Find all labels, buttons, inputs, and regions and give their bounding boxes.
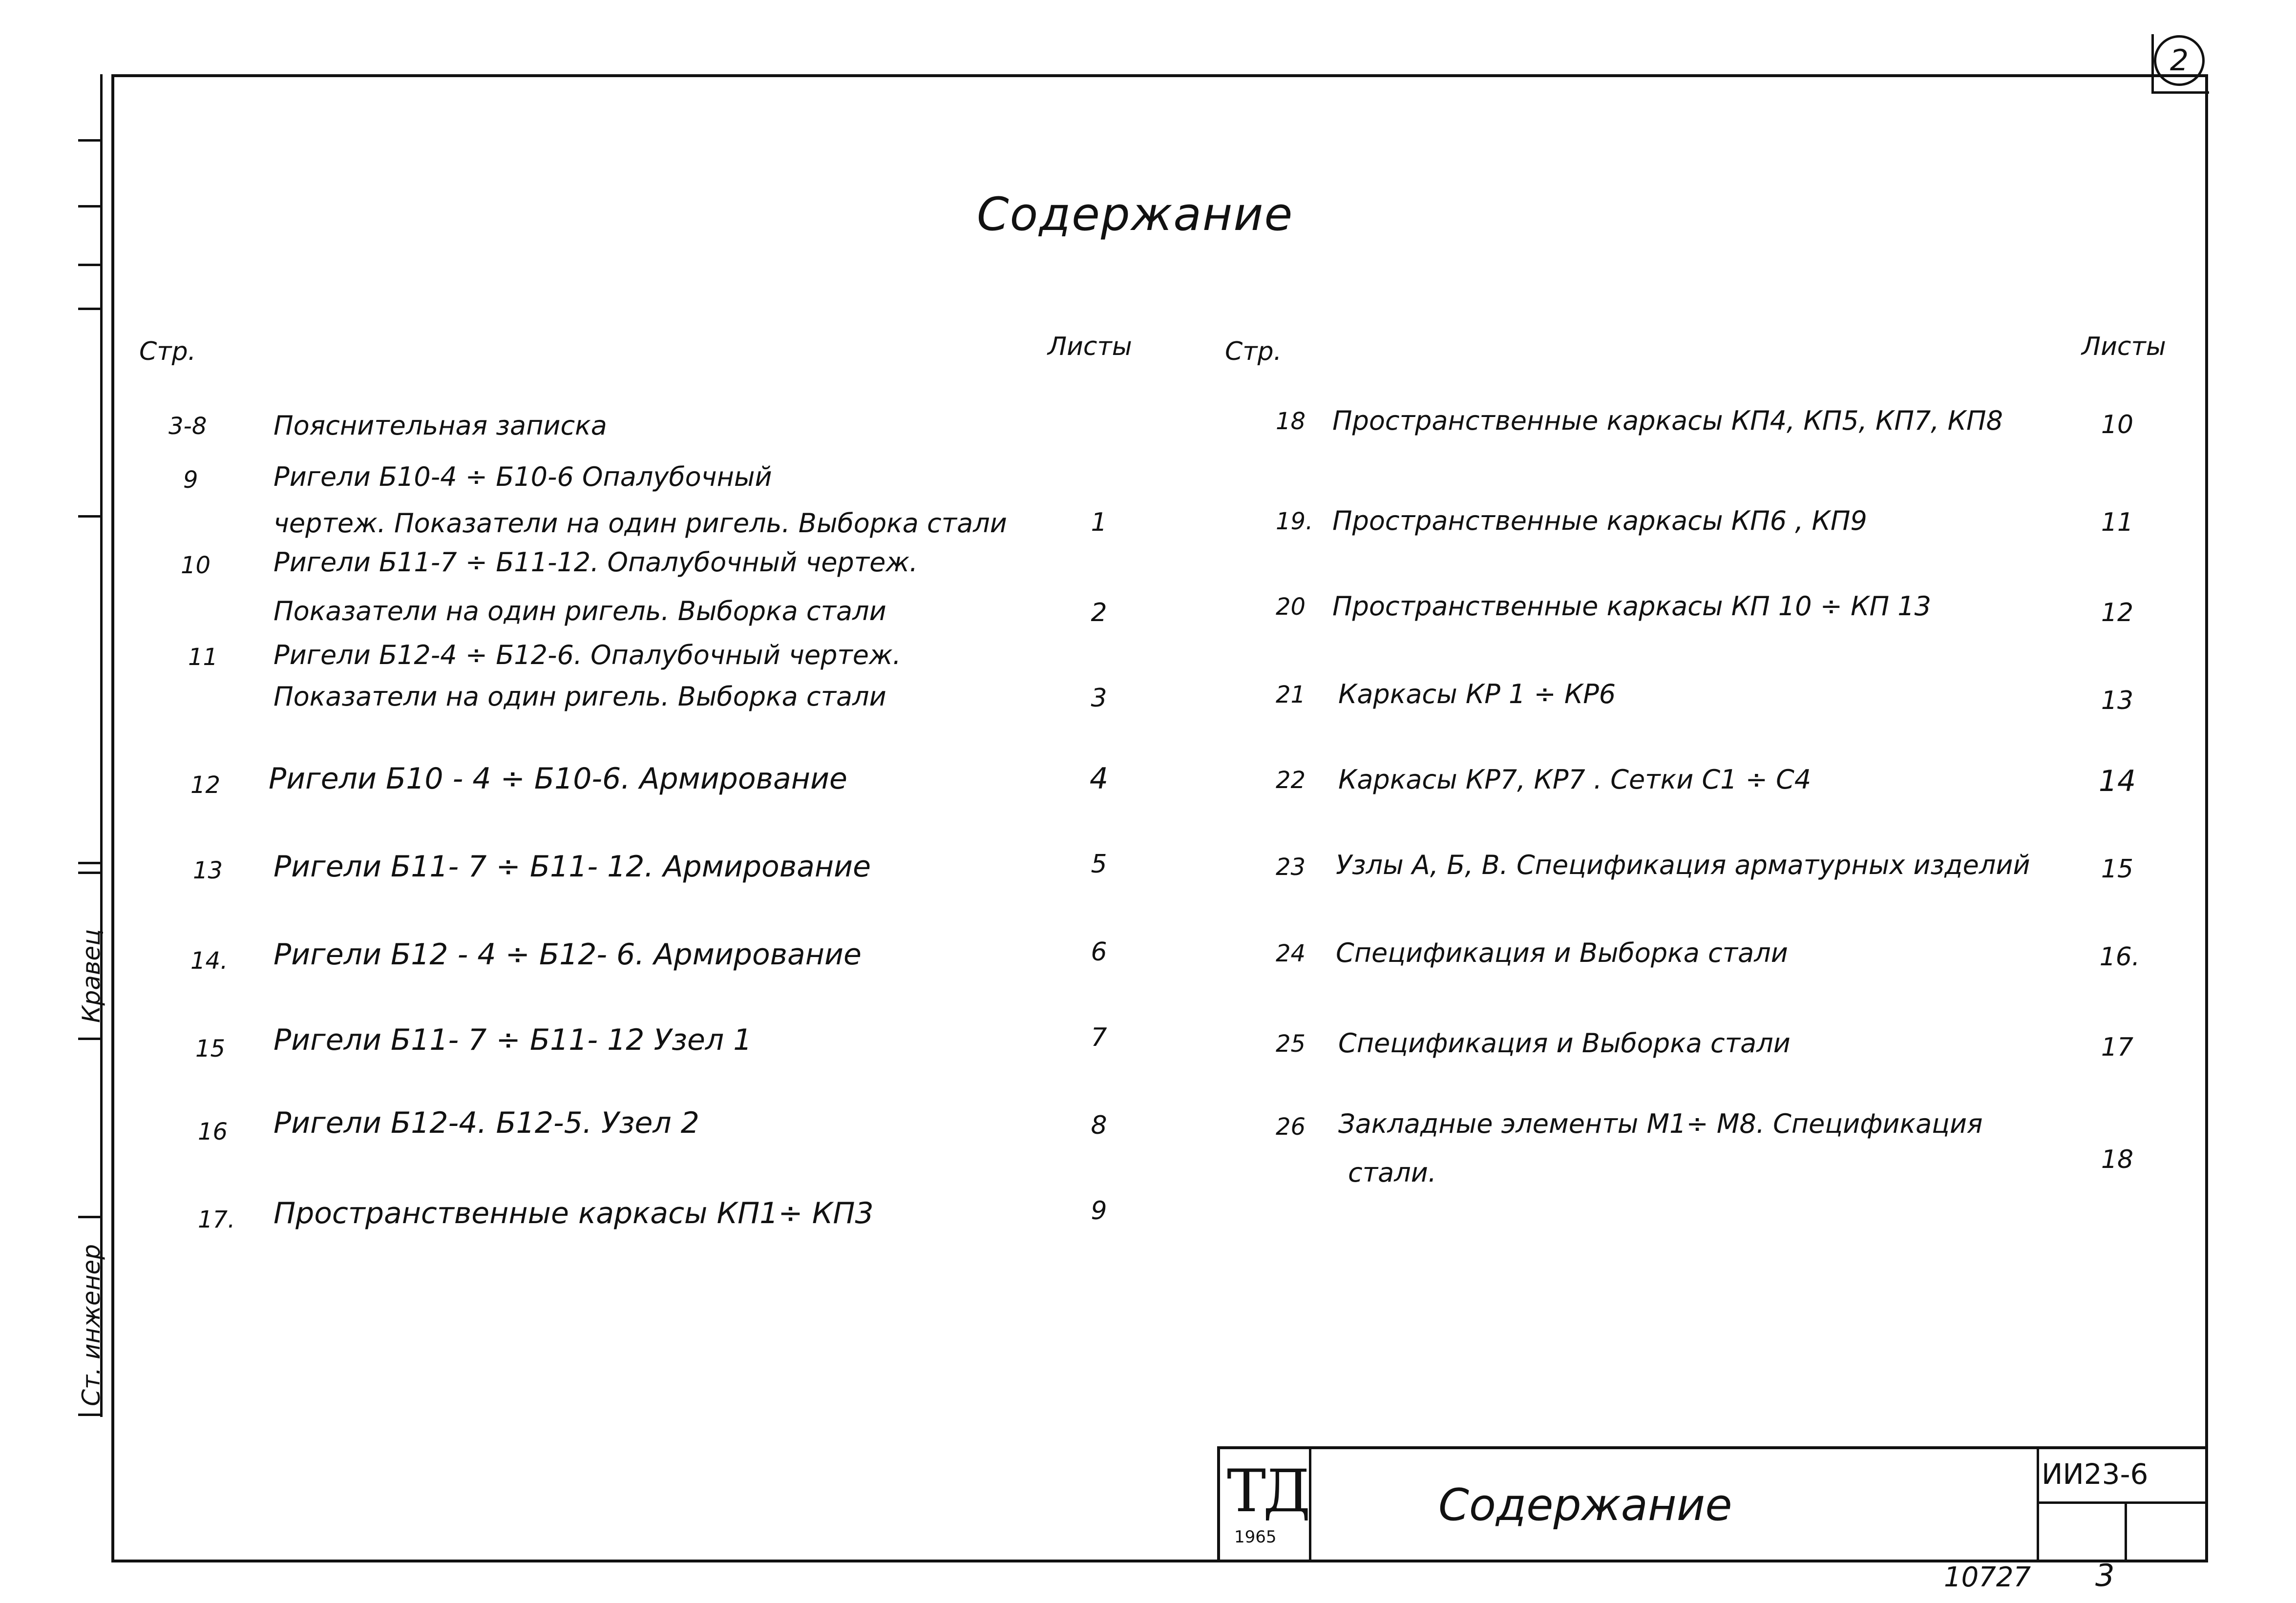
entry-text: Пространственные каркасы КП 10 ÷ КП 13 bbox=[1332, 591, 1931, 622]
strip-tick bbox=[78, 308, 102, 310]
entry-page: 17. bbox=[198, 1206, 235, 1233]
entry-text: Показатели на один ригель. Выборка стали bbox=[274, 596, 886, 626]
title-block-name: Содержание bbox=[1438, 1479, 1732, 1531]
entry-text: Каркасы КР7, КР7 . Сетки С1 ÷ С4 bbox=[1338, 764, 1812, 795]
entry-page: 11 bbox=[188, 644, 218, 671]
strip-tick bbox=[78, 205, 102, 208]
entry-page: 3-8 bbox=[169, 413, 207, 440]
td-logo: ТД bbox=[1227, 1457, 1308, 1525]
strip-tick bbox=[78, 1414, 102, 1416]
entry-page: 10 bbox=[181, 552, 211, 579]
entry-text: Ригели Б12 - 4 ÷ Б12- 6. Армирование bbox=[274, 937, 862, 972]
entry-text: Ригели Б11- 7 ÷ Б11- 12. Армирование bbox=[274, 850, 871, 884]
title-block-divider bbox=[2037, 1501, 2208, 1504]
entry-page: 21 bbox=[1276, 681, 1306, 708]
entry-text: Ригели Б11- 7 ÷ Б11- 12 Узел 1 bbox=[274, 1023, 752, 1057]
entry-page: 13 bbox=[193, 857, 223, 884]
entry-page: 23 bbox=[1276, 854, 1306, 881]
entry-sheet: 2 bbox=[1091, 598, 1107, 627]
entry-text: Пространственные каркасы КП4, КП5, КП7, КП8 bbox=[1332, 405, 2003, 436]
entry-page: 14. bbox=[190, 947, 228, 975]
entry-page: 26 bbox=[1276, 1113, 1306, 1141]
entry-sheet: 4 bbox=[1089, 762, 1109, 796]
entry-text: Пространственные каркасы КП6 , КП9 bbox=[1332, 505, 1867, 536]
sidebar-signature: Кравец bbox=[77, 929, 105, 1023]
entry-page: 9 bbox=[183, 466, 198, 494]
entry-sheet: 15 bbox=[2101, 854, 2134, 884]
entry-text: Ригели Б11-7 ÷ Б11-12. Опалубочный чертеж. bbox=[274, 547, 918, 578]
strip-tick bbox=[78, 1038, 102, 1040]
header-page-left: Стр. bbox=[139, 337, 196, 366]
entry-page: 12 bbox=[190, 771, 221, 799]
entry-text: Спецификация и Выборка стали bbox=[1336, 937, 1788, 968]
strip-tick bbox=[78, 515, 102, 518]
entry-text: Ригели Б12-4 ÷ Б12-6. Опалубочный чертеж. bbox=[274, 640, 901, 670]
strip-tick bbox=[78, 862, 102, 864]
entry-sheet: 17 bbox=[2101, 1033, 2134, 1062]
header-page-right: Стр. bbox=[1225, 337, 1282, 366]
entry-sheet: 7 bbox=[1091, 1023, 1107, 1052]
strip-tick bbox=[78, 264, 102, 266]
strip-tick bbox=[78, 872, 102, 874]
entry-sheet: 8 bbox=[1091, 1111, 1107, 1140]
entry-sheet: 1 bbox=[1091, 508, 1107, 537]
page-title: Содержание bbox=[977, 188, 1294, 241]
entry-text: чертеж. Показатели на один ригель. Выборка стали bbox=[274, 508, 1007, 539]
page-number: 2 bbox=[2154, 35, 2205, 86]
entry-sheet: 10 bbox=[2101, 410, 2134, 439]
entry-sheet: 5 bbox=[1091, 850, 1107, 879]
entry-page: 25 bbox=[1276, 1030, 1306, 1058]
title-block-divider bbox=[2125, 1501, 2127, 1562]
header-sheets-right: Листы bbox=[2082, 332, 2166, 361]
entry-page: 22 bbox=[1276, 767, 1306, 794]
entry-text: стали. bbox=[1348, 1157, 1437, 1188]
title-block-code: ИИ23-6 bbox=[2042, 1457, 2149, 1491]
entry-sheet: 3 bbox=[1091, 684, 1107, 713]
entry-text: Пространственные каркасы КП1÷ КП3 bbox=[274, 1196, 874, 1230]
entry-text: Показатели на один ригель. Выборка стали bbox=[274, 681, 886, 712]
entry-sheet: 11 bbox=[2101, 508, 2134, 537]
entry-text: Каркасы КР 1 ÷ КР6 bbox=[1338, 679, 1616, 709]
entry-text: Ригели Б10 - 4 ÷ Б10-6. Армирование bbox=[269, 762, 847, 796]
entry-text: Ригели Б12-4. Б12-5. Узел 2 bbox=[274, 1106, 699, 1140]
entry-sheet: 16. bbox=[2099, 942, 2140, 972]
entry-page: 15 bbox=[195, 1035, 226, 1062]
entry-text: Ригели Б10-4 ÷ Б10-6 Опалубочный bbox=[274, 461, 772, 492]
entry-page: 24 bbox=[1276, 940, 1306, 967]
entry-page: 16 bbox=[198, 1118, 228, 1145]
strip-tick bbox=[78, 139, 102, 142]
entry-page: 20 bbox=[1276, 593, 1306, 621]
strip-tick bbox=[78, 1216, 102, 1218]
drawing-frame bbox=[111, 74, 2208, 1562]
entry-sheet: 14 bbox=[2098, 764, 2136, 798]
sheet-number: 3 bbox=[2095, 1558, 2115, 1593]
order-number: 10727 bbox=[1944, 1561, 2031, 1593]
entry-page: 18 bbox=[1276, 408, 1306, 435]
sidebar-role: Ст. инженер bbox=[77, 1244, 105, 1406]
entry-text: Узлы А, Б, В. Спецификация арматурных изделий bbox=[1336, 850, 2030, 880]
title-block-divider bbox=[1309, 1446, 1311, 1562]
entry-page: 19. bbox=[1276, 508, 1313, 535]
td-year: 1965 bbox=[1234, 1527, 1277, 1547]
entry-text: Закладные элементы М1÷ М8. Спецификация bbox=[1338, 1108, 1983, 1139]
entry-sheet: 6 bbox=[1091, 937, 1107, 967]
entry-sheet: 13 bbox=[2101, 686, 2134, 715]
header-sheets-left: Листы bbox=[1048, 332, 1132, 361]
entry-sheet: 18 bbox=[2101, 1145, 2134, 1174]
entry-sheet: 9 bbox=[1091, 1196, 1107, 1226]
title-block-divider bbox=[2037, 1446, 2039, 1562]
entry-text: Спецификация и Выборка стали bbox=[1338, 1028, 1790, 1059]
entry-sheet: 12 bbox=[2101, 598, 2134, 627]
entry-text: Пояснительная записка bbox=[274, 410, 607, 441]
